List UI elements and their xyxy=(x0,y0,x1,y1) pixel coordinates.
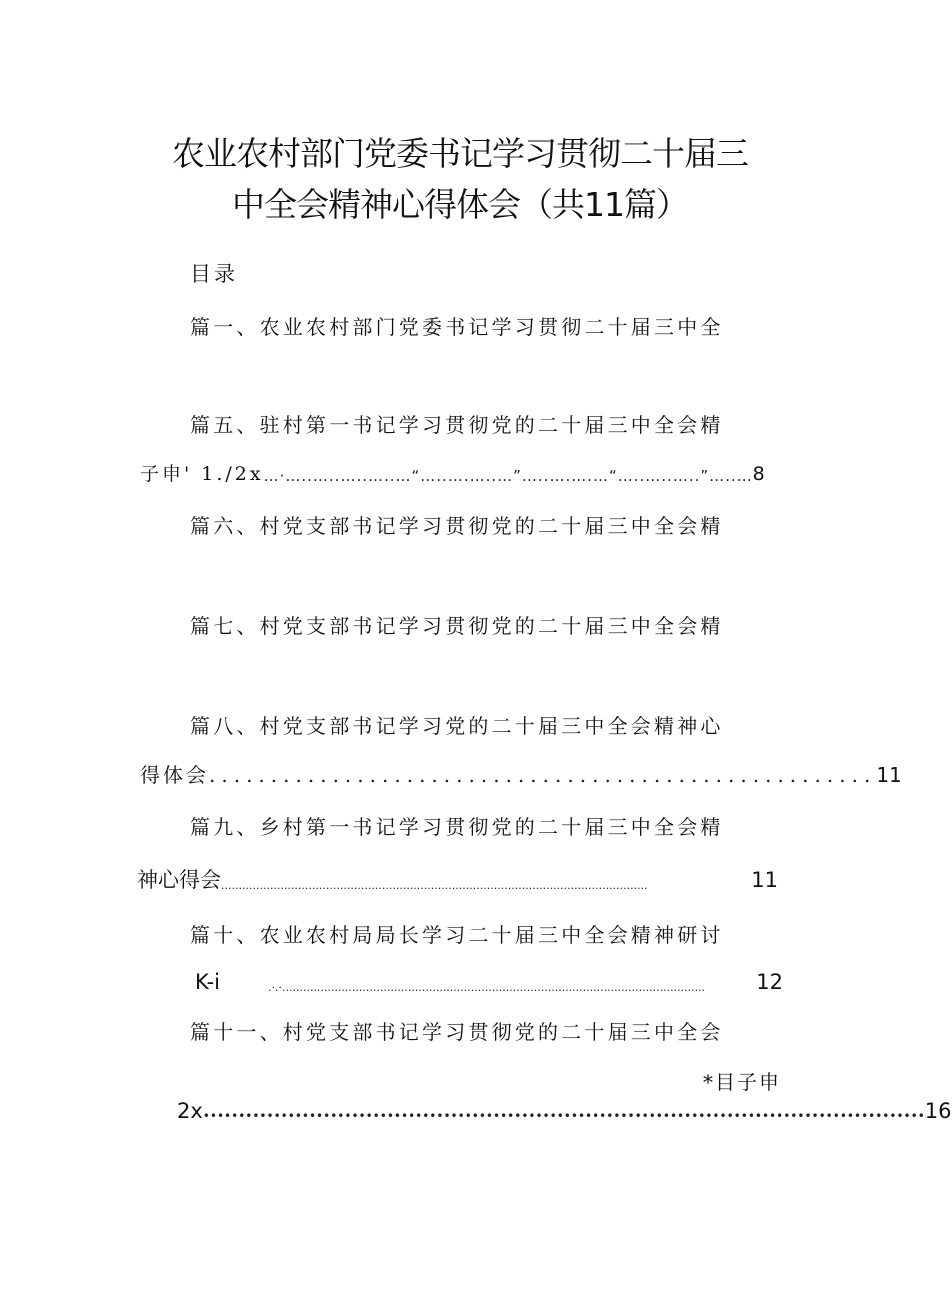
toc-entry-5-continuation[interactable] xyxy=(140,463,765,485)
toc-entry-9[interactable]: 篇九、乡村第一书记学习贯彻党的二十届三中全会精 xyxy=(190,815,724,839)
toc-entry-11-continuation[interactable] xyxy=(177,1099,952,1123)
toc-entry-11-note: *目子申 xyxy=(703,1070,781,1094)
toc-entry-10[interactable]: 篇十、农业农村局局长学习二十届三中全会精神研讨 xyxy=(190,923,724,947)
toc-leader-dots: .......................................................................................................................... xyxy=(221,879,648,892)
toc-entry-8[interactable]: 篇八、村党支部书记学习党的二十届三中全会精神心 xyxy=(190,714,724,738)
toc-entry-8-continuation[interactable] xyxy=(140,763,902,787)
toc-entry-1[interactable]: 篇一、农业农村部门党委书记学习贯彻二十届三中全 xyxy=(190,315,724,339)
toc-entry-11-tail: 2x xyxy=(177,1099,203,1123)
toc-entry-6[interactable]: 篇六、村党支部书记学习贯彻党的二十届三中全会精 xyxy=(190,514,724,538)
document-title-line-1: 农业农村部门党委书记学习贯彻二十届三 xyxy=(172,134,748,173)
toc-leader-dots: ...................................................... xyxy=(209,763,877,787)
toc-entry-11[interactable]: 篇十一、村党支部书记学习贯彻党的二十届三中全会 xyxy=(190,1020,724,1044)
toc-entry-9-tail: 神心得会 xyxy=(137,868,221,892)
toc-heading: 目录 xyxy=(190,262,238,286)
toc-page-number: 11 xyxy=(876,763,902,787)
toc-leader-dots: .·.·......................................................................................................................... xyxy=(267,981,706,994)
document-title-line-2: 中全会精神心得体会（共11篇） xyxy=(232,185,688,224)
toc-leader-dots: •••••••••••••••••••••••••••••••••••••••••••••••••••••••••••••••••••••••••••••••••••••••••••••••••••••• xyxy=(202,1109,925,1123)
toc-entry-10-tail: K-i xyxy=(195,970,220,994)
toc-entry-10-continuation[interactable] xyxy=(195,972,783,993)
toc-entry-5[interactable]: 篇五、驻村第一书记学习贯彻党的二十届三中全会精 xyxy=(190,413,724,437)
toc-page-number: 11 xyxy=(751,868,778,892)
toc-page-number: 8 xyxy=(752,463,765,485)
toc-entry-7[interactable]: 篇七、村党支部书记学习贯彻党的二十届三中全会精 xyxy=(190,614,724,638)
toc-entry-8-tail: 得体会 xyxy=(140,763,209,787)
toc-entry-5-tail: 子申' 1./2x xyxy=(140,463,264,485)
toc-entry-9-continuation[interactable] xyxy=(137,870,778,891)
toc-page-number: 12 xyxy=(756,970,783,994)
toc-leader-dots: …·…..…..…..…..…“…..….…..…”…..….….…“…..…..…..”…..… xyxy=(263,467,753,485)
toc-page-number: 16 xyxy=(924,1099,952,1123)
